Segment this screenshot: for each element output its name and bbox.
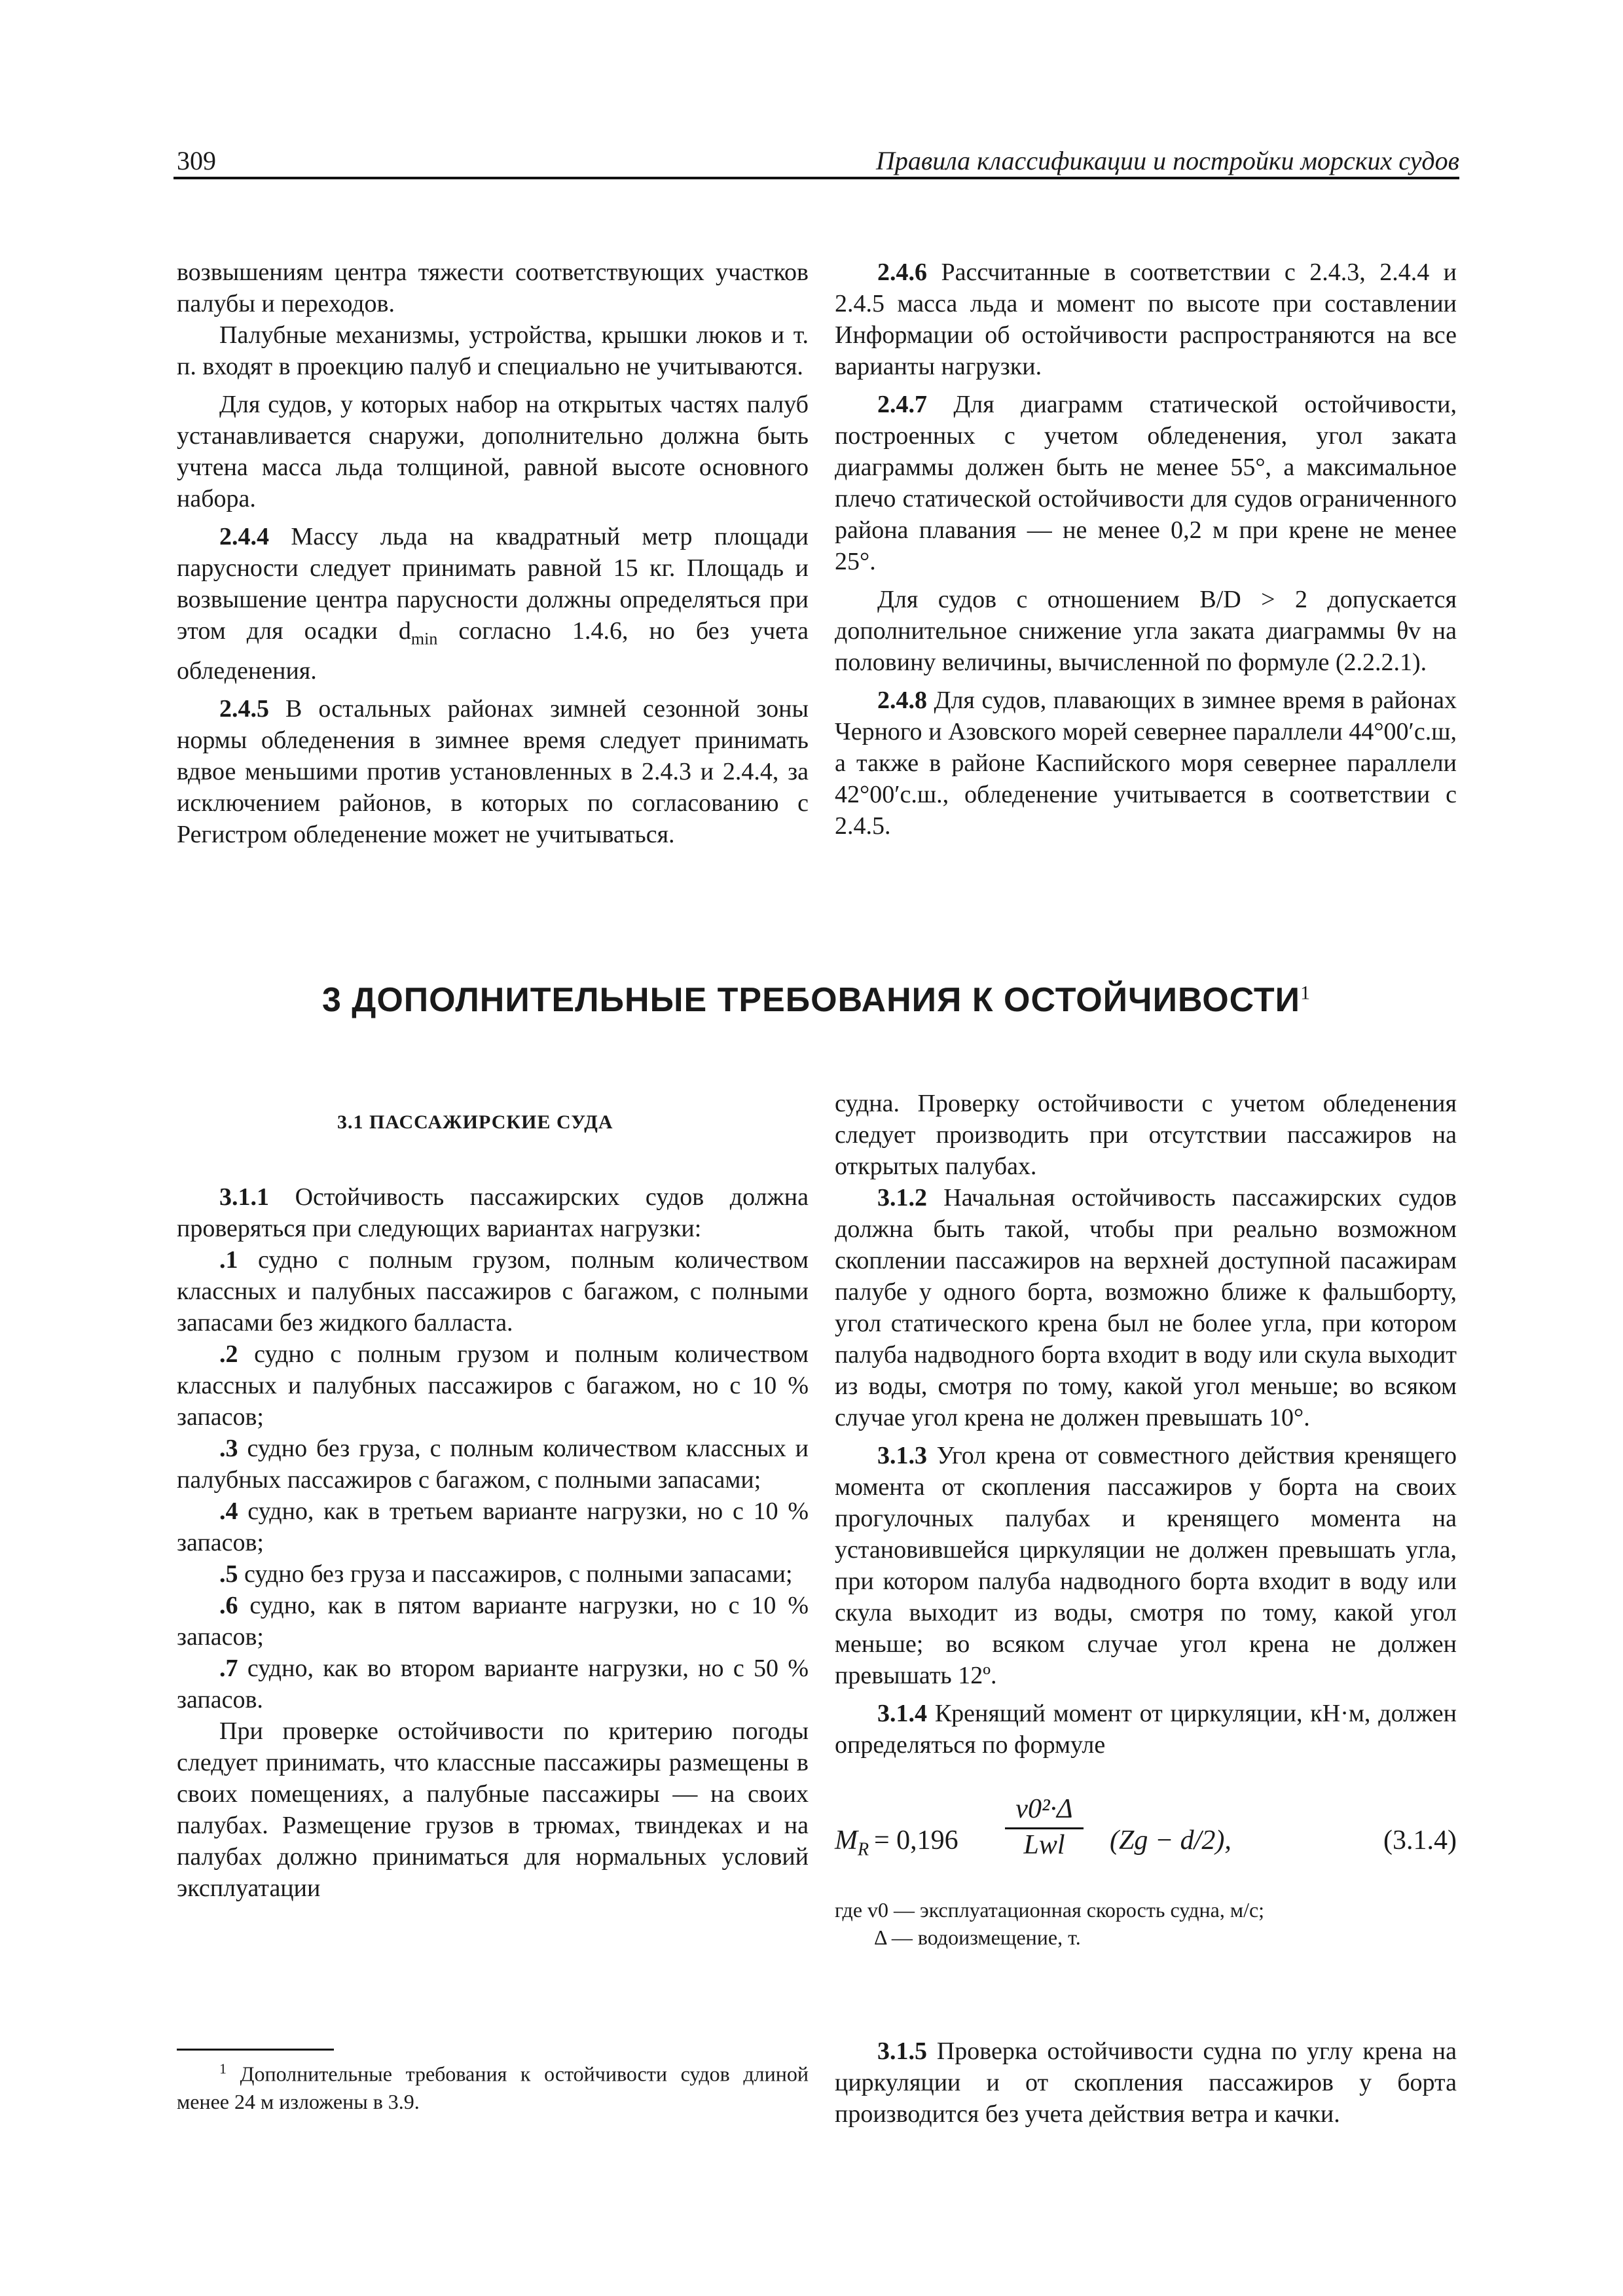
running-title: Правила классификации и постройки морских судов: [875, 146, 1459, 175]
paragraph-2-4-6: 2.4.6 Рассчитанные в соответствии с 2.4.3, 2.4.4 и 2.4.5 масса льда и момент по высоте при составлении Информации об остойчивости распространяются на все варианты нагрузки.: [835, 259, 1457, 380]
equation-number: (3.1.4): [1383, 1825, 1457, 1856]
formula-denominator: Lwl: [1023, 1830, 1065, 1860]
footnote-rule: [177, 2049, 334, 2051]
list-item: .1 судно с полным грузом, полным количеством классных и палубных пассажиров с багажом, с полными запасами без жидкого балласта.: [177, 1246, 809, 1336]
formula-legend: [835, 1896, 1264, 1951]
list-item: .6 судно, как в пятом варианте нагрузки, но с 10 % запасов;: [177, 1592, 809, 1651]
paragraph-2-4-4: 2.4.4 Массу льда на квадратный метр площади парусности следует принимать равной 15 кг. Площадь и возвышение центра парусности должны определяться при этом для осадки $d_{min}$ согласно 1.4.6, но без учета обледенения.: [177, 523, 809, 685]
paragraph-2-4-7: 2.4.7 Для диаграмм статической остойчивости, построенных с учетом обледенения, угол заката диаграммы должен быть не менее 55°, а максимальное плечо статической остойчивости для судов ограниченного района плавания — не менее 0,2 м при крене не менее 25°.: [835, 391, 1457, 575]
paragraph-3-1-4: 3.1.4 Кренящий момент от циркуляции, кН·м, должен определяться по формуле: [835, 1700, 1457, 1759]
formula-3-1-4: [835, 1793, 1457, 1885]
paragraph: возвышениям центра тяжести соответствующих участков палубы и переходов.: [177, 259, 809, 317]
paragraph: При проверке остойчивости по критерию погоды следует принимать, что классные пассажиры размещены в своих помещениях, а палубные пассажиры — на своих палубах. Размещение грузов в трюмах, твиндеках и на палубах должно приниматься для нормальных условий эксплуатации: [177, 1717, 809, 1902]
formula-coefficient: = 0,196: [874, 1825, 958, 1856]
paragraph: Палубные механизмы, устройства, крышки люков и т. п. входят в проекцию палуб и специально не учитываются.: [177, 321, 809, 380]
paragraph-2-4-5: 2.4.5 В остальных районах зимней сезонной зоны нормы обледенения в зимнее время следует принимать вдвое меньшими против установленных в 2.4.3 и 2.4.4, за исключением районов, в которых по согласованию с Регистром обледенение может не учитываться.: [177, 694, 809, 848]
paragraph: 3.1.5 Проверка остойчивости судна по углу крена на циркуляции и от скопления пассажиров у борта производится без учета действия ветра и качки.: [835, 2037, 1457, 2128]
legend-line: Δ — водоизмещение, т.: [874, 1926, 1081, 1949]
list-item: .7 судно, как во втором варианте нагрузки, но с 50 % запасов.: [177, 1655, 809, 1713]
section-title: 3 ДОПОЛНИТЕЛЬНЫЕ ТРЕБОВАНИЯ К ОСТОЙЧИВОСТИ$^1$: [321, 981, 1311, 1019]
top-right-column: [835, 257, 1457, 842]
paragraph: судна. Проверку остойчивости с учетом обледенения следует производить при отсутствии пассажиров на открытых палубах.: [835, 1090, 1457, 1180]
formula-numerator: v0²·Δ: [1005, 1793, 1084, 1829]
paragraph: Для судов с отношением B/D > 2 допускается дополнительное снижение угла заката диаграммы θv на половину величины, вычисленной по формуле (2.2.2.1).: [835, 586, 1457, 676]
bottom-left-column: [177, 1181, 809, 1904]
list-item: .4 судно, как в третьем варианте нагрузки, но с 10 % запасов;: [177, 1498, 809, 1556]
legend-line: где v0 — эксплуатационная скорость судна, м/с;: [835, 1898, 1265, 1922]
formula-tail: (Zg − d/2),: [1110, 1825, 1231, 1856]
top-left-column: [177, 257, 809, 850]
list-item: .2 судно с полным грузом и полным количеством классных и палубных пассажиров с багажом, но с 10 % запасов;: [177, 1340, 809, 1431]
paragraph: Для судов, у которых набор на открытых частях палуб устанавливается снаружи, дополнительно должна быть учтена масса льда толщиной, равной высоте основного набора.: [177, 391, 809, 512]
bottom-right-column: [835, 1088, 1457, 1761]
list-item: .3 судно без груза, с полным количеством классных и палубных пассажиров с багажом, с полными запасами;: [177, 1435, 809, 1494]
paragraph-3-1-1: 3.1.1 Остойчивость пассажирских судов должна проверяться при следующих вариантах нагрузки:: [177, 1183, 809, 1242]
footnote: $^1$ Дополнительные требования к остойчивости судов длиной менее 24 м изложены в 3.9.: [177, 2060, 809, 2113]
paragraph-2-4-8: 2.4.8 Для судов, плавающих в зимнее время в районах Черного и Азовского морей севернее параллели 44°00′с.ш, а также в районе Каспийского моря севернее параллели 42°00′с.ш., обледенение учитывается в соответствии с 2.4.5.: [835, 687, 1457, 840]
formula-fraction: [1005, 1793, 1084, 1861]
list-item: .5 судно без груза и пассажиров, с полными запасами;: [219, 1560, 793, 1588]
paragraph-3-1-5: [835, 2036, 1457, 2130]
page-number: 309: [177, 146, 216, 175]
header-rule: [173, 177, 1459, 179]
formula-lhs: $M_R$: [835, 1825, 869, 1860]
subsection-heading: 3.1 ПАССАЖИРСКИЕ СУДА: [337, 1111, 613, 1133]
paragraph-3-1-2: 3.1.2 Начальная остойчивость пассажирских судов должна быть такой, чтобы при реально возможном скоплении пассажиров на верхней доступной пасажирам палубе у одного борта, возможно ближе к фальшборту, угол статического крена был не более угла, при котором палуба надводного борта входит в воду или скула выходит из воды, смотря по тому, какой угол меньше; во всяком случае угол крена не должен превышать 10°.: [835, 1184, 1457, 1431]
paragraph-3-1-3: 3.1.3 Угол крена от совместного действия кренящего момента от скопления пассажиров у борта на своих прогулочных палубах и кренящего момента на установившейся циркуляции не должен превышать угла, при котором палуба надводного борта входит в воду или скула выходит из воды, смотря по тому, какой угол меньше; во всяком случае угол крена не должен превышать 12º.: [835, 1442, 1457, 1689]
